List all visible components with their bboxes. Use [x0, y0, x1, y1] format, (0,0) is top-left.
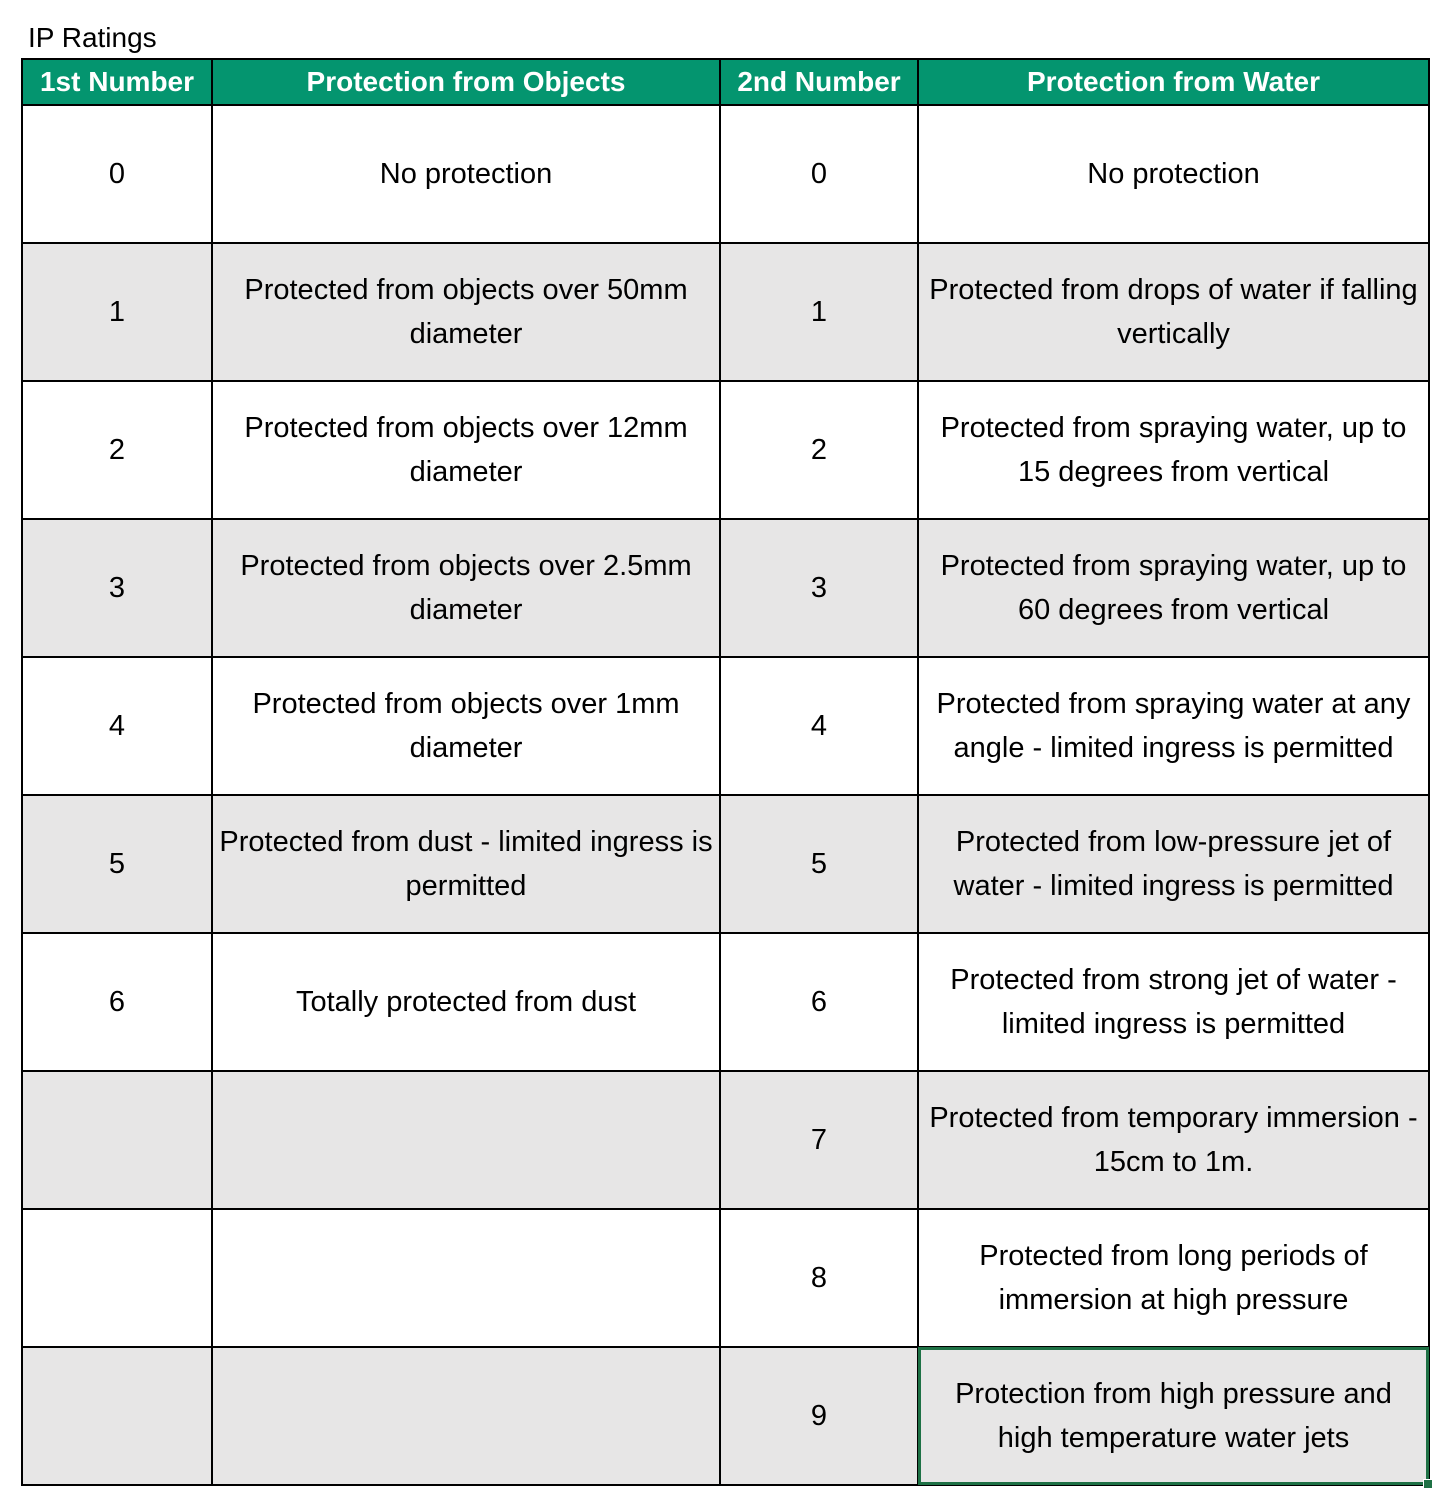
table-row: [22, 795, 1429, 933]
table-row: [22, 933, 1429, 1071]
protection-objects-cell[interactable]: Protected from objects over 1mm diameter: [212, 657, 720, 795]
table-row: [22, 1209, 1429, 1347]
table-row: [22, 519, 1429, 657]
protection-water-cell[interactable]: Protected from spraying water, up to 60 degrees from vertical: [918, 519, 1429, 657]
protection-objects-cell[interactable]: No protection: [212, 105, 720, 243]
protection-water-cell[interactable]: No protection: [918, 105, 1429, 243]
protection-water-cell[interactable]: Protected from spraying water at any angle - limited ingress is permitted: [918, 657, 1429, 795]
first-number-cell[interactable]: [22, 1071, 212, 1209]
header-protection-objects[interactable]: Protection from Objects: [212, 59, 720, 105]
first-number-cell[interactable]: 2: [22, 381, 212, 519]
protection-objects-cell[interactable]: Protected from objects over 2.5mm diameter: [212, 519, 720, 657]
first-number-cell[interactable]: 0: [22, 105, 212, 243]
table-row: [22, 657, 1429, 795]
protection-objects-cell[interactable]: Protected from objects over 50mm diameter: [212, 243, 720, 381]
protection-water-cell[interactable]: Protected from long periods of immersion at high pressure: [918, 1209, 1429, 1347]
protection-objects-cell[interactable]: Totally protected from dust: [212, 933, 720, 1071]
second-number-cell[interactable]: 0: [720, 105, 918, 243]
header-first-number[interactable]: 1st Number: [22, 59, 212, 105]
sheet-title: IP Ratings: [28, 22, 157, 53]
protection-objects-cell[interactable]: Protected from dust - limited ingress is permitted: [212, 795, 720, 933]
header-protection-water[interactable]: Protection from Water: [918, 59, 1429, 105]
protection-objects-cell[interactable]: [212, 1209, 720, 1347]
second-number-cell[interactable]: 1: [720, 243, 918, 381]
protection-water-text: Protection from high pressure and high temperature water jets: [955, 1378, 1392, 1454]
second-number-cell[interactable]: 4: [720, 657, 918, 795]
first-number-cell[interactable]: 4: [22, 657, 212, 795]
protection-water-cell[interactable]: Protected from drops of water if falling vertically: [918, 243, 1429, 381]
second-number-cell[interactable]: 2: [720, 381, 918, 519]
second-number-cell[interactable]: 3: [720, 519, 918, 657]
protection-water-cell[interactable]: Protected from spraying water, up to 15 degrees from vertical: [918, 381, 1429, 519]
table-row: [22, 1071, 1429, 1209]
table-row: [22, 105, 1429, 243]
table-row: [22, 381, 1429, 519]
table-row: [22, 1347, 1429, 1485]
first-number-cell[interactable]: 6: [22, 933, 212, 1071]
header-row: [22, 59, 1429, 105]
protection-water-cell[interactable]: Protected from low-pressure jet of water - limited ingress is permitted: [918, 795, 1429, 933]
second-number-cell[interactable]: 6: [720, 933, 918, 1071]
protection-water-cell[interactable]: Protected from strong jet of water - limited ingress is permitted: [918, 933, 1429, 1071]
protection-water-cell[interactable]: Protected from temporary immersion - 15cm to 1m.: [918, 1071, 1429, 1209]
table-row: [22, 243, 1429, 381]
second-number-cell[interactable]: 9: [720, 1347, 918, 1485]
first-number-cell[interactable]: [22, 1209, 212, 1347]
protection-objects-cell[interactable]: [212, 1347, 720, 1485]
protection-objects-cell[interactable]: Protected from objects over 12mm diameter: [212, 381, 720, 519]
second-number-cell[interactable]: 7: [720, 1071, 918, 1209]
ip-ratings-table: [21, 58, 1430, 1486]
second-number-cell[interactable]: 8: [720, 1209, 918, 1347]
first-number-cell[interactable]: 1: [22, 243, 212, 381]
first-number-cell[interactable]: 5: [22, 795, 212, 933]
second-number-cell[interactable]: 5: [720, 795, 918, 933]
first-number-cell[interactable]: 3: [22, 519, 212, 657]
fill-handle[interactable]: [1423, 1479, 1433, 1489]
selected-cell[interactable]: [918, 1347, 1429, 1485]
protection-objects-cell[interactable]: [212, 1071, 720, 1209]
first-number-cell[interactable]: [22, 1347, 212, 1485]
header-second-number[interactable]: 2nd Number: [720, 59, 918, 105]
